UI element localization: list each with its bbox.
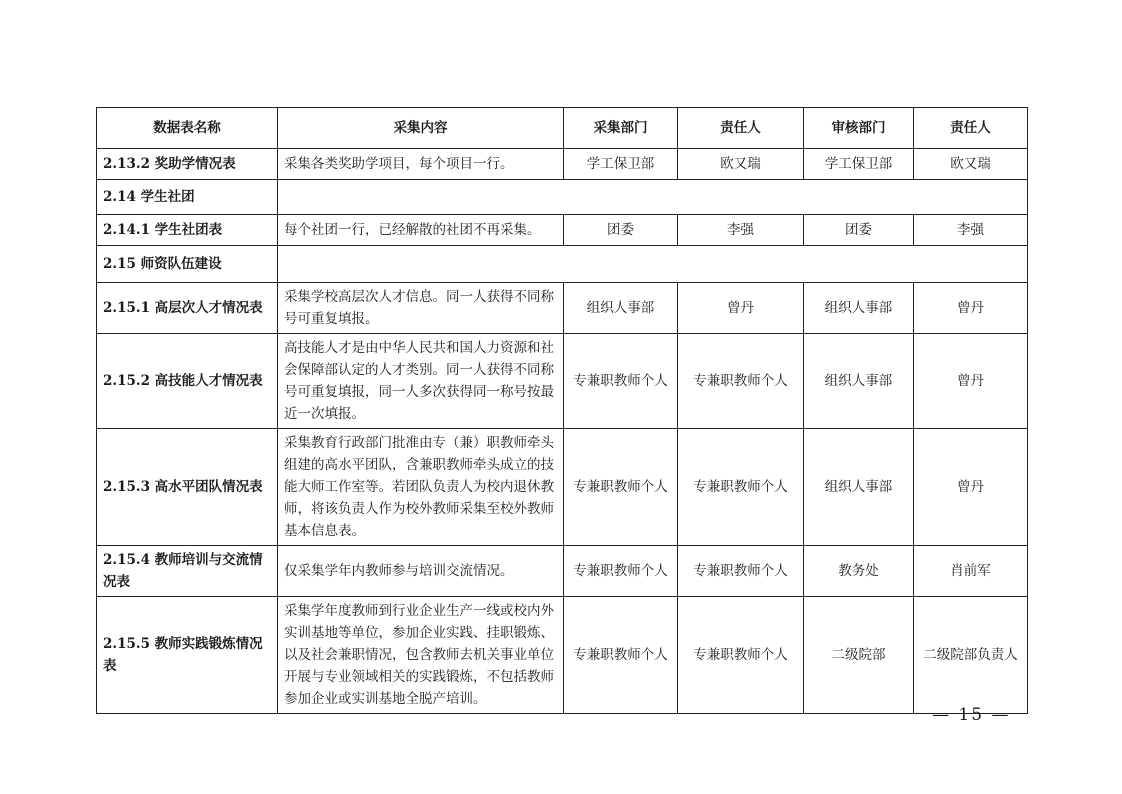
table-row xyxy=(97,429,1028,546)
table-header-row xyxy=(97,108,1028,149)
table-row xyxy=(97,334,1028,429)
row-review-person: 欧又瑞 xyxy=(914,149,1028,180)
row-content: 每个社团一行，已经解散的社团不再采集。 xyxy=(278,215,564,246)
row-name: 2.15.4 教师培训与交流情况表 xyxy=(97,546,278,597)
row-review-dept: 学工保卫部 xyxy=(804,149,914,180)
row-collect-person: 欧又瑞 xyxy=(678,149,804,180)
header-table-name: 数据表名称 xyxy=(97,108,278,149)
row-name: 2.15.1 高层次人才情况表 xyxy=(97,283,278,334)
row-collect-dept: 专兼职教师个人 xyxy=(564,429,678,546)
row-review-person: 二级院部负责人 xyxy=(914,597,1028,714)
data-table xyxy=(96,107,1028,714)
row-content: 采集学校高层次人才信息。同一人获得不同称号可重复填报。 xyxy=(278,283,564,334)
row-name: 2.15.2 高技能人才情况表 xyxy=(97,334,278,429)
page-number: — 15 — xyxy=(932,705,1011,725)
row-content: 高技能人才是由中华人民共和国人力资源和社会保障部认定的人才类别。同一人获得不同称号可重复填报，同一人多次获得同一称号按最近一次填报。 xyxy=(278,334,564,429)
table-row xyxy=(97,597,1028,714)
row-collect-person: 专兼职教师个人 xyxy=(678,597,804,714)
section-title: 2.14 学生社团 xyxy=(97,180,278,215)
row-collect-dept: 学工保卫部 xyxy=(564,149,678,180)
row-collect-person: 曾丹 xyxy=(678,283,804,334)
row-review-dept: 组织人事部 xyxy=(804,334,914,429)
row-review-person: 曾丹 xyxy=(914,429,1028,546)
row-collect-person: 专兼职教师个人 xyxy=(678,429,804,546)
row-name: 2.15.3 高水平团队情况表 xyxy=(97,429,278,546)
row-collect-dept: 专兼职教师个人 xyxy=(564,546,678,597)
header-review-dept: 审核部门 xyxy=(804,108,914,149)
table-row xyxy=(97,283,1028,334)
section-empty xyxy=(278,246,1028,283)
row-content: 采集各类奖助学项目，每个项目一行。 xyxy=(278,149,564,180)
row-name: 2.13.2 奖助学情况表 xyxy=(97,149,278,180)
row-collect-dept: 专兼职教师个人 xyxy=(564,334,678,429)
row-review-person: 曾丹 xyxy=(914,334,1028,429)
table-row xyxy=(97,546,1028,597)
header-review-person: 责任人 xyxy=(914,108,1028,149)
row-review-dept: 组织人事部 xyxy=(804,429,914,546)
header-collect-dept: 采集部门 xyxy=(564,108,678,149)
row-collect-dept: 组织人事部 xyxy=(564,283,678,334)
row-name: 2.15.5 教师实践锻炼情况表 xyxy=(97,597,278,714)
row-review-dept: 教务处 xyxy=(804,546,914,597)
table-row xyxy=(97,149,1028,180)
row-collect-dept: 团委 xyxy=(564,215,678,246)
row-review-dept: 二级院部 xyxy=(804,597,914,714)
row-review-person: 曾丹 xyxy=(914,283,1028,334)
row-review-dept: 团委 xyxy=(804,215,914,246)
row-collect-person: 李强 xyxy=(678,215,804,246)
section-title: 2.15 师资队伍建设 xyxy=(97,246,278,283)
header-collect-person: 责任人 xyxy=(678,108,804,149)
row-review-person: 李强 xyxy=(914,215,1028,246)
row-content: 采集学年度教师到行业企业生产一线或校内外实训基地等单位，参加企业实践、挂职锻炼、以及社会兼职情况，包含教师去机关事业单位开展与专业领域相关的实践锻炼，不包括教师参加企业或实训基地全脱产培训。 xyxy=(278,597,564,714)
row-content: 采集教育行政部门批准由专（兼）职教师牵头组建的高水平团队，含兼职教师牵头成立的技能大师工作室等。若团队负责人为校内退休教师，将该负责人作为校外教师采集至校外教师基本信息表。 xyxy=(278,429,564,546)
section-row xyxy=(97,246,1028,283)
table-row xyxy=(97,215,1028,246)
row-review-person: 肖前军 xyxy=(914,546,1028,597)
row-collect-person: 专兼职教师个人 xyxy=(678,546,804,597)
section-row xyxy=(97,180,1028,215)
section-empty xyxy=(278,180,1028,215)
row-review-dept: 组织人事部 xyxy=(804,283,914,334)
row-collect-dept: 专兼职教师个人 xyxy=(564,597,678,714)
row-collect-person: 专兼职教师个人 xyxy=(678,334,804,429)
row-name: 2.14.1 学生社团表 xyxy=(97,215,278,246)
row-content: 仅采集学年内教师参与培训交流情况。 xyxy=(278,546,564,597)
header-collect-content: 采集内容 xyxy=(278,108,564,149)
